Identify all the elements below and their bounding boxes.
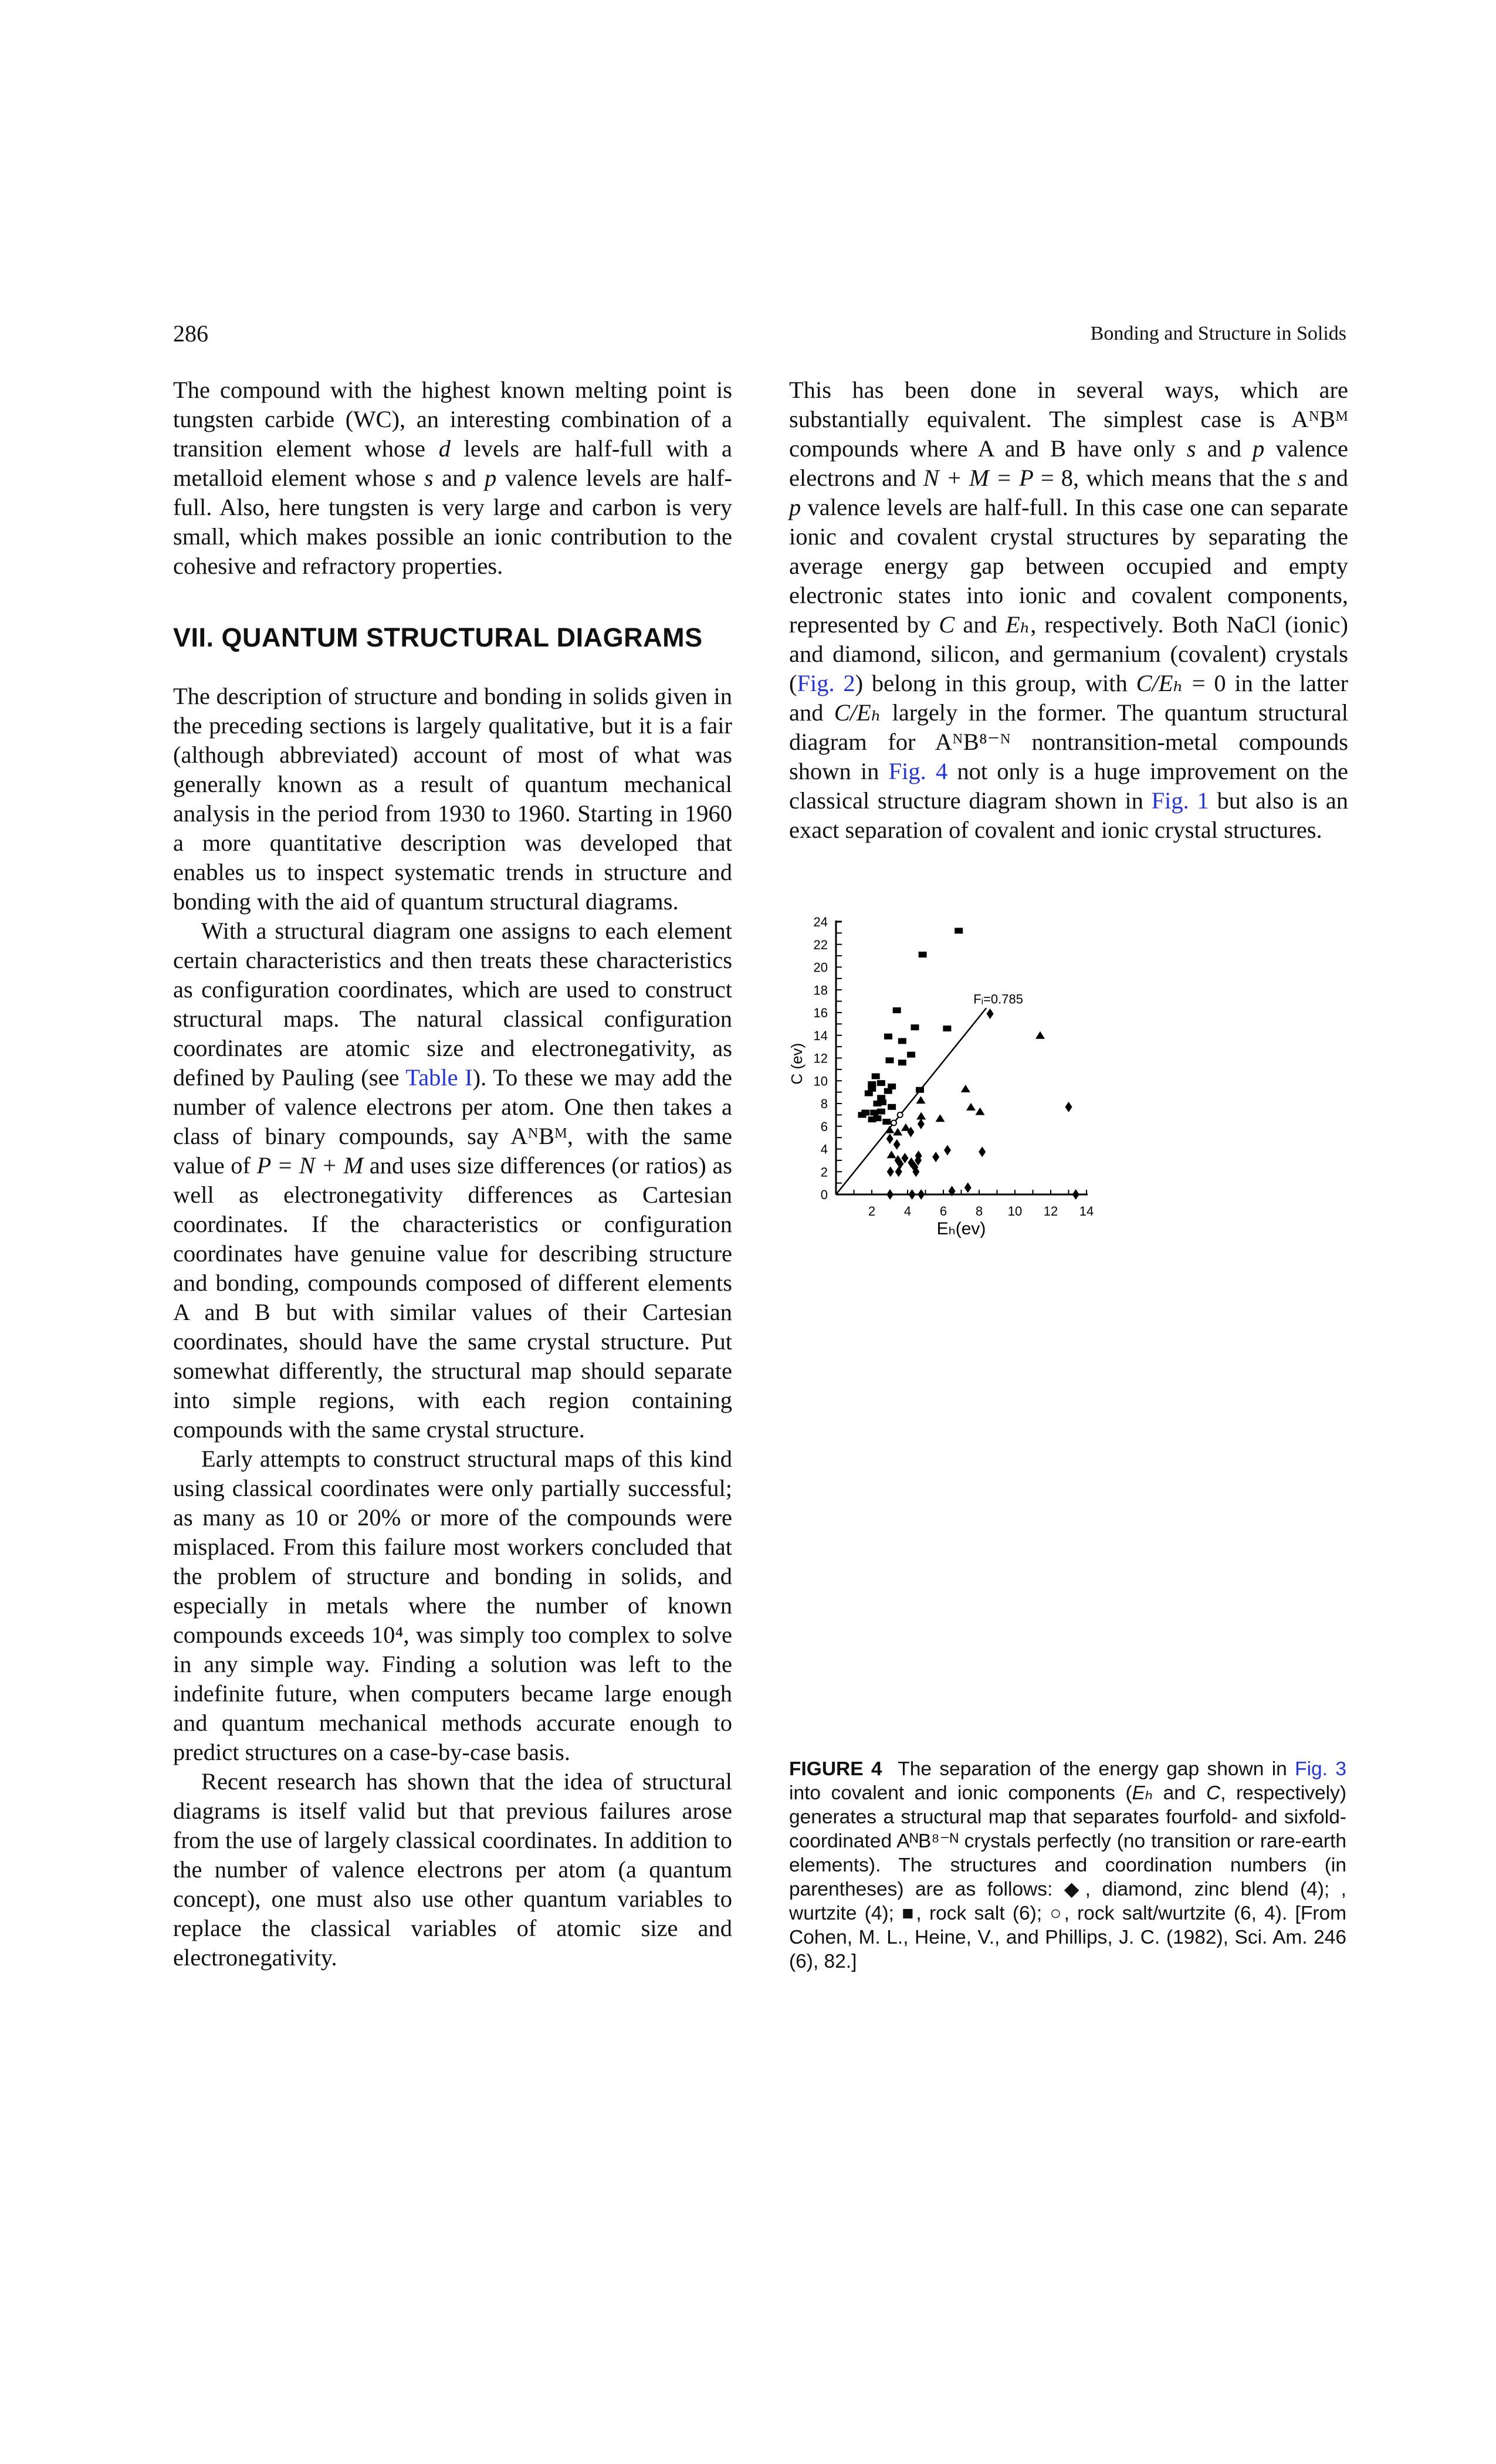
italic-term: C [939, 611, 955, 638]
x-tick-label: 10 [1007, 1204, 1023, 1219]
caption-text [789, 1758, 1346, 1972]
italic-term: s [424, 465, 434, 491]
wurtzite-point [916, 1112, 926, 1119]
rock-salt-wurtzite-point [891, 1120, 896, 1125]
text-run: and [955, 611, 1006, 638]
diamond-zincblende-point [1072, 1189, 1079, 1200]
rock-salt-point [872, 1074, 880, 1079]
body-paragraph [789, 375, 1348, 845]
text-run: and [1153, 1782, 1206, 1804]
figure-reference-link[interactable]: Fig. 4 [888, 758, 948, 784]
rock-salt-point [877, 1109, 885, 1115]
caption-label: FIGURE 4 [789, 1758, 882, 1780]
diamond-zincblende-point [964, 1182, 972, 1193]
wurtzite-point [976, 1108, 985, 1115]
rock-salt-wurtzite-point [898, 1112, 903, 1118]
y-tick-label: 8 [820, 1096, 828, 1111]
text-run: , respectively) generates a structural map that separates fourfold- and sixfold-coordinated AᴺB⁸⁻ᴺ crystals perfectly (no transition or rare-earth elements). The structures and coordination numbers (in parentheses) are as follows: ◆, diamond, zinc blend (4); , wurtzite (4); ■, rock salt (6); ○, rock salt/wurtzite (6, 4). [From Cohen, M. L., Heine, V., and Phillips, J. C. (1982), Sci. Am. 246 (6), 82.] [789, 1782, 1346, 1972]
y-tick-label: 12 [813, 1051, 828, 1066]
diamond-zincblende-point [909, 1189, 916, 1200]
y-tick-label: 24 [813, 915, 828, 929]
italic-term: C/Eₕ [834, 699, 882, 726]
x-tick-label: 4 [903, 1204, 912, 1219]
x-tick-label: 6 [939, 1204, 947, 1219]
rock-salt-point [877, 1080, 885, 1086]
y-tick-label: 20 [813, 960, 828, 975]
diamond-zincblende-point [944, 1145, 951, 1155]
scatter-chart [786, 903, 1373, 1754]
diamond-zincblende-point [887, 1166, 894, 1177]
rock-salt-point [858, 1112, 867, 1118]
diamond-zincblende-point [1065, 1102, 1072, 1112]
italic-term: s [1297, 465, 1307, 491]
text-run: and [433, 465, 485, 491]
text-run: but also is an exact separation of covalent and ionic crystal structures. [789, 787, 1348, 843]
italic-term: C [1206, 1782, 1221, 1804]
diamond-zincblende-point [918, 1119, 925, 1129]
italic-term: P = N + M [256, 1152, 364, 1179]
rock-salt-point [911, 1024, 919, 1030]
figure-reference-link[interactable]: Table I [405, 1064, 473, 1091]
rock-salt-point [955, 928, 963, 934]
body-paragraph [173, 916, 732, 1444]
text-run: valence levels are half-full. In this case one can separate ionic and covalent crystal structures by separating the average energy gap between occupied and empty electronic states into ionic and covalent components, represented by [789, 494, 1348, 638]
y-tick-label: 2 [820, 1165, 828, 1180]
x-tick-label: 12 [1043, 1204, 1058, 1219]
diamond-zincblende-point [893, 1139, 901, 1150]
wurtzite-point [885, 1126, 895, 1133]
y-tick-label: 10 [813, 1074, 828, 1089]
text-run: , respectively. Both NaCl (ionic) and diamond, silicon, and germanium (covalent) crystals ( [789, 611, 1348, 696]
text-run: The description of structure and bonding in solids given in the preceding sections is largely qualitative, but it is a fair (although abbreviated) account of most of what was generally known as a result of quantum mechanical analysis in the period from 1930 to 1960. Starting in 1960 a more quantitative description was developed that enables us to inspect systematic trends in structure and bonding with the aid of quantum structural diagrams. [173, 683, 732, 915]
wurtzite-point [887, 1150, 896, 1158]
text-run: and [1307, 465, 1348, 491]
rock-salt-point [884, 1088, 892, 1094]
body-paragraph [173, 1767, 732, 1972]
rock-salt-point [884, 1034, 892, 1040]
rock-salt-point [919, 952, 927, 957]
rock-salt-point [865, 1091, 873, 1096]
figure-reference-link[interactable]: Fig. 3 [1295, 1758, 1346, 1780]
rock-salt-point [898, 1038, 906, 1044]
left-column [173, 375, 732, 1972]
text-run: ) belong in this group, with [855, 670, 1136, 696]
figure-reference-link[interactable]: Fig. 2 [797, 670, 855, 696]
text-run: levels are half-full with a metalloid element whose [173, 435, 733, 491]
italic-term: Eₕ [1132, 1782, 1153, 1804]
body-paragraph [173, 682, 732, 916]
wurtzite-point [966, 1103, 976, 1111]
figure-caption [789, 1757, 1346, 1974]
rock-salt-point [873, 1115, 881, 1121]
diamond-zincblende-point [895, 1166, 902, 1177]
y-tick-label: 4 [820, 1142, 828, 1157]
italic-term: C/Eₕ [1136, 670, 1183, 696]
wurtzite-point [1035, 1031, 1045, 1039]
y-axis-label: C (ev) [788, 1043, 805, 1085]
text-run: into covalent and ionic components ( [789, 1782, 1132, 1804]
running-title: Bonding and Structure in Solids [1090, 323, 1346, 344]
text-run: and [1196, 435, 1253, 462]
rock-salt-point [893, 1007, 901, 1013]
text-run: ). To these we may add the number of valence electrons per atom. One then takes a class of binary compounds, say AᴺBᴹ, with the same value of [173, 1064, 732, 1179]
wurtzite-point [916, 1096, 926, 1104]
text-run: With a structural diagram one assigns to each element certain characteristics and then treats these characteristics as configuration coordinates, which are used to construct structural maps. The natural classical configuration coordinates are atomic size and electronegativity, as defined by Pauling (see [173, 918, 732, 1091]
body-paragraph [173, 1444, 732, 1767]
italic-term: p [789, 494, 801, 520]
wurtzite-point [936, 1114, 945, 1122]
diamond-zincblende-point [979, 1146, 986, 1157]
italic-term: p [1253, 435, 1265, 462]
diamond-zincblende-point [918, 1189, 925, 1200]
x-tick-label: 8 [975, 1204, 983, 1219]
right-column [789, 375, 1348, 845]
italic-term: N + M = P [923, 465, 1034, 491]
diamond-zincblende-point [886, 1189, 893, 1200]
rock-salt-point [907, 1052, 915, 1058]
y-tick-label: 0 [820, 1187, 828, 1202]
page-number: 286 [173, 320, 208, 347]
y-tick-label: 14 [813, 1028, 828, 1043]
italic-term: p [485, 465, 497, 491]
x-tick-label: 14 [1079, 1204, 1094, 1219]
figure-reference-link[interactable]: Fig. 1 [1151, 787, 1209, 814]
rock-salt-point [882, 1119, 891, 1125]
text-run: valence levels are half-full. Also, here tungsten is very large and carbon is very small, which makes possible an ionic contribution to the cohesive and refractory properties. [173, 465, 733, 579]
text-run: = 8, which means that the [1033, 465, 1298, 491]
rock-salt-point [888, 1104, 896, 1110]
y-tick-label: 22 [813, 937, 828, 952]
y-tick-label: 18 [813, 983, 828, 998]
section-heading: VII. QUANTUM STRUCTURAL DIAGRAMS [173, 622, 703, 652]
rock-salt-point [916, 1087, 924, 1093]
y-tick-label: 16 [813, 1006, 828, 1020]
text-run: The compound with the highest known melting point is tungsten carbide (WC), an interesting combination of a transition element whose [173, 377, 732, 462]
x-tick-label: 2 [868, 1204, 876, 1219]
wurtzite-point [893, 1128, 902, 1135]
italic-term: Eₕ [1005, 611, 1031, 638]
x-axis-label: Eₕ(ev) [936, 1219, 986, 1238]
rock-salt-point [886, 1057, 894, 1063]
y-tick-label: 6 [820, 1119, 828, 1134]
rock-salt-point [898, 1060, 906, 1065]
text-run: and uses size differences (or ratios) as well as electronegativity differences as Cartesian coordinates. If the characteristics or configuration coordinates have genuine value for describing structure and bonding, compounds composed of different elements A and B but with similar values of their Cartesian coordinates, should have the same crystal structure. Put somewhat differently, the structural map should separate into simple regions, with each region containing compounds with the same crystal structure. [173, 1152, 732, 1443]
italic-term: s [1186, 435, 1196, 462]
text-run: not only is a huge improvement on the classical structure diagram shown in [789, 758, 1348, 814]
wurtzite-point [961, 1085, 970, 1092]
diamond-zincblende-point [886, 1133, 893, 1144]
text-run: This has been done in several ways, which are substantially equivalent. The simplest case is AᴺBᴹ compounds where A and B have only [789, 377, 1348, 462]
italic-term: d [438, 435, 451, 462]
diamond-zincblende-point [987, 1008, 994, 1019]
rock-salt-point [878, 1099, 886, 1105]
diamond-zincblende-point [932, 1152, 939, 1162]
text-run: The separation of the energy gap shown in [898, 1758, 1295, 1780]
text-run: valence electrons and [789, 435, 1348, 491]
text-run: Early attempts to construct structural maps of this kind using classical coordinates were only partially successful; as many as 10 or 20% or more of the compounds were misplaced. From this failure most workers concluded that the problem of structure and bonding in solids, and especially in metals where the number of known compounds exceeds 10⁴, was simply too complex to solve in any simple way. Finding a solution was left to the indefinite future, when computers became large enough and quantum mechanical methods accurate enough to predict structures on a case-by-case basis. [173, 1446, 732, 1765]
text-run: largely in the former. The quantum structural diagram for AᴺB⁸⁻ᴺ nontransition-metal compounds shown in [789, 699, 1348, 784]
rock-salt-point [943, 1025, 951, 1031]
text-run: Recent research has shown that the idea of structural diagrams is itself valid but that previous failures arose from the use of largely classical coordinates. In addition to the number of valence electrons per atom (a quantum concept), one must also use other quantum variables to replace the classical variables of atomic size and electronegativity. [173, 1768, 732, 1971]
separation-line-label: Fᵢ=0.785 [973, 991, 1024, 1007]
intro-paragraph [173, 375, 732, 581]
text-run: = 0 in the latter and [789, 670, 1348, 726]
